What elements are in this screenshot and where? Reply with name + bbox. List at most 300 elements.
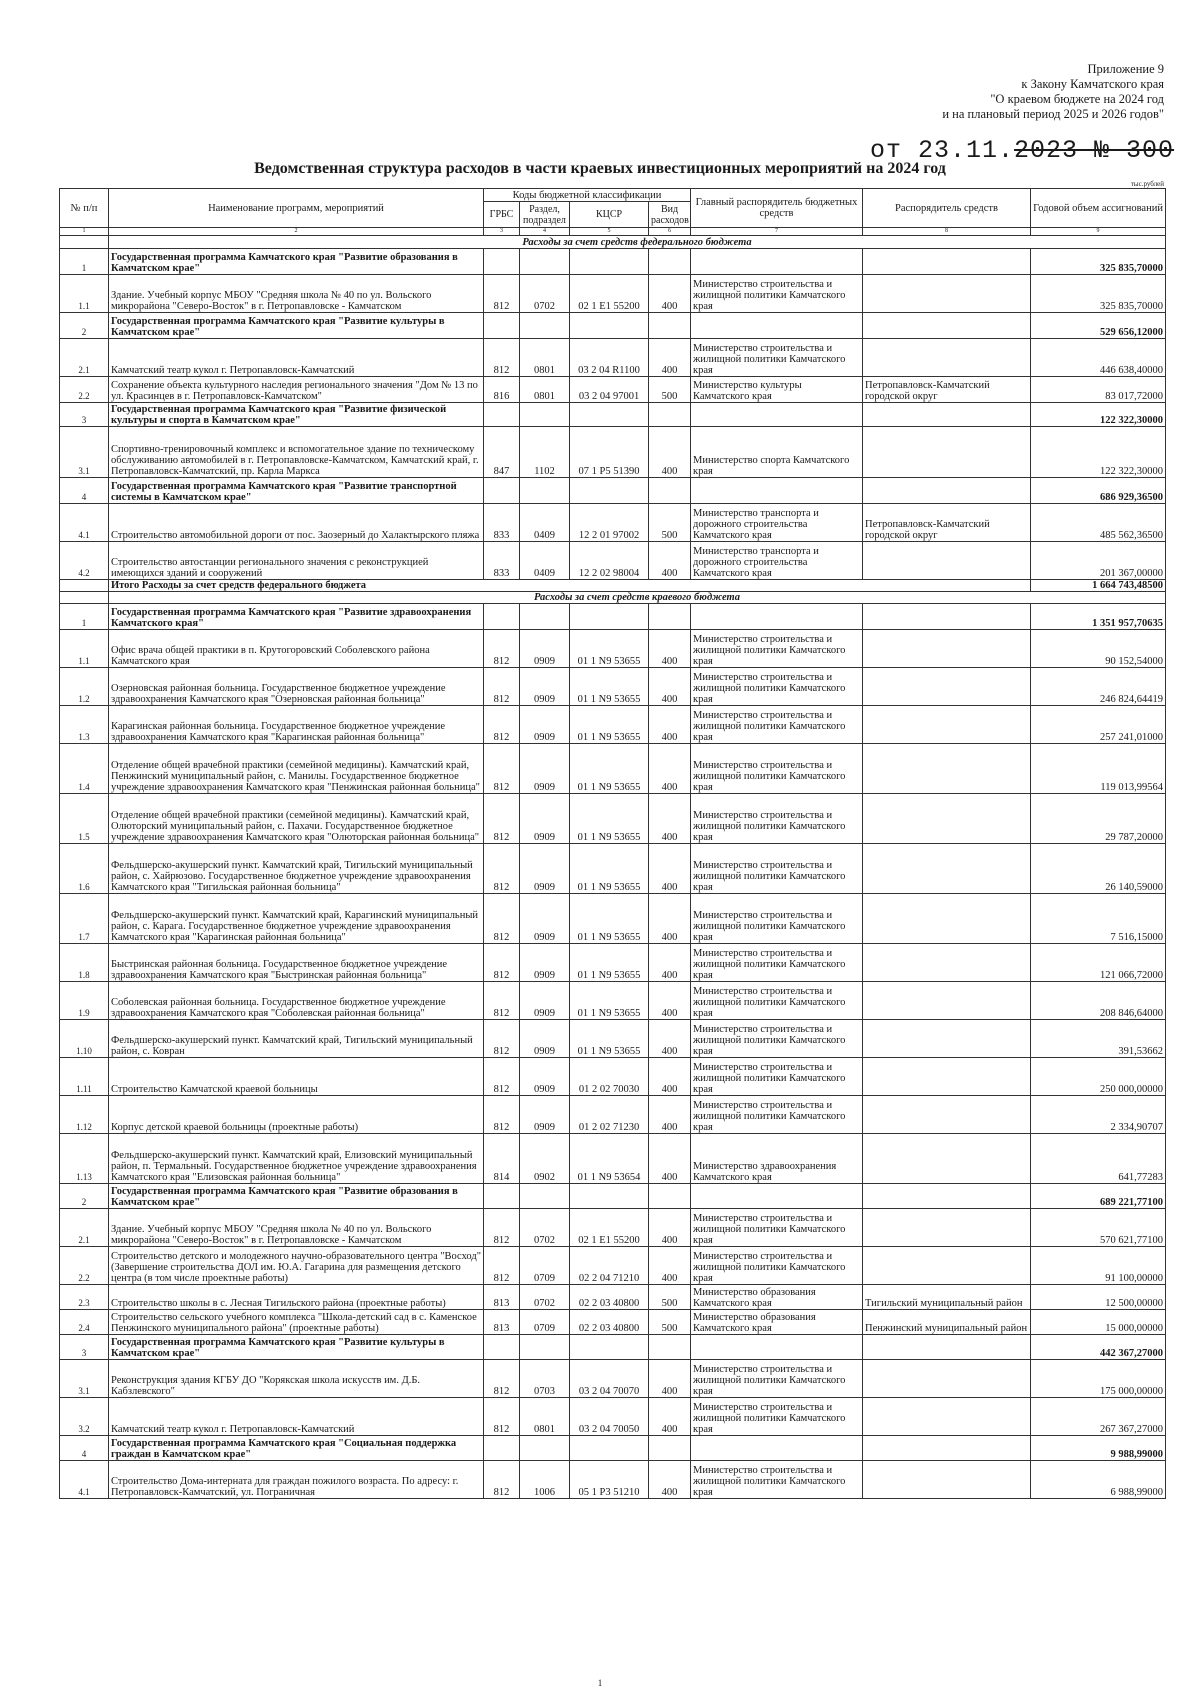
cell-kcsr: 03 2 04 R1100 bbox=[570, 339, 649, 377]
cell-vid: 400 bbox=[649, 1461, 691, 1499]
program-name: Государственная программа Камчатского края "Развитие образования в Камчатском крае" bbox=[109, 249, 484, 275]
law-number-struck: 2023 № 300 bbox=[1014, 136, 1175, 165]
cell-manager bbox=[863, 1058, 1031, 1096]
cell-manager: Петропавловск-Камчатский городской округ bbox=[863, 377, 1031, 403]
cell-vid: 400 bbox=[649, 339, 691, 377]
item-name: Отделение общей врачебной практики (семейной медицины). Камчатский край, Олюторский муниципальный район, с. Пахачи. Государственное бюджетное учреждение здравоохранения Камчатского края "Олюторская районная больница" bbox=[109, 794, 484, 844]
cell-kcsr: 01 1 N9 53655 bbox=[570, 844, 649, 894]
row-number: 2.1 bbox=[60, 339, 109, 377]
row-number: 1 bbox=[60, 249, 109, 275]
cell-manager bbox=[863, 944, 1031, 982]
cell-grbs: 812 bbox=[484, 1096, 520, 1134]
col-number: 1 bbox=[60, 228, 109, 236]
cell-main-manager: Министерство строительства и жилищной политики Камчатского края bbox=[691, 1209, 863, 1247]
cell-grbs: 812 bbox=[484, 744, 520, 794]
item-name: Строительство автомобильной дороги от пос. Заозерный до Халактырского пляжа bbox=[109, 504, 484, 542]
cell-kcsr: 01 1 N9 53655 bbox=[570, 794, 649, 844]
item-sum: 12 500,00000 bbox=[1031, 1285, 1166, 1310]
cell-vid: 400 bbox=[649, 844, 691, 894]
cell-vid: 400 bbox=[649, 427, 691, 478]
program-sum: 442 367,27000 bbox=[1031, 1335, 1166, 1360]
cell-razdel: 0902 bbox=[520, 1134, 570, 1184]
cell-razdel bbox=[520, 403, 570, 427]
cell-main-manager: Министерство строительства и жилищной политики Камчатского края bbox=[691, 944, 863, 982]
cell-kcsr: 01 1 N9 53655 bbox=[570, 944, 649, 982]
row-number: 4 bbox=[60, 1436, 109, 1461]
col-header-codes: Коды бюджетной классификации bbox=[484, 189, 691, 202]
cell-main-manager: Министерство строительства и жилищной политики Камчатского края bbox=[691, 630, 863, 668]
cell-grbs: 812 bbox=[484, 630, 520, 668]
cell-kcsr: 03 2 04 70070 bbox=[570, 1360, 649, 1398]
cell-kcsr: 01 1 N9 53655 bbox=[570, 744, 649, 794]
cell-num bbox=[60, 580, 109, 592]
cell-grbs: 833 bbox=[484, 504, 520, 542]
cell-vid: 500 bbox=[649, 377, 691, 403]
cell-razdel: 0909 bbox=[520, 844, 570, 894]
row-number: 2 bbox=[60, 1184, 109, 1209]
cell-main-manager: Министерство строительства и жилищной политики Камчатского края bbox=[691, 1360, 863, 1398]
item-sum: 91 100,00000 bbox=[1031, 1247, 1166, 1285]
col-number: 9 bbox=[1031, 228, 1166, 236]
row-number: 1.2 bbox=[60, 668, 109, 706]
item-name: Корпус детской краевой больницы (проектные работы) bbox=[109, 1096, 484, 1134]
cell-razdel: 0909 bbox=[520, 894, 570, 944]
item-row bbox=[60, 1310, 1166, 1335]
cell-kcsr: 12 2 02 98004 bbox=[570, 542, 649, 580]
program-name: Государственная программа Камчатского края "Развитие культуры в Камчатском крае" bbox=[109, 1335, 484, 1360]
item-sum: 208 846,64000 bbox=[1031, 982, 1166, 1020]
cell-main-manager: Министерство строительства и жилищной политики Камчатского края bbox=[691, 339, 863, 377]
cell-manager bbox=[863, 1247, 1031, 1285]
cell-main-manager bbox=[691, 403, 863, 427]
cell-vid bbox=[649, 313, 691, 339]
item-row bbox=[60, 275, 1166, 313]
cell-grbs: 812 bbox=[484, 339, 520, 377]
item-sum: 641,77283 bbox=[1031, 1134, 1166, 1184]
row-number: 1.1 bbox=[60, 275, 109, 313]
cell-kcsr bbox=[570, 1335, 649, 1360]
cell-manager bbox=[863, 1335, 1031, 1360]
cell-razdel: 0909 bbox=[520, 1058, 570, 1096]
cell-vid: 400 bbox=[649, 982, 691, 1020]
item-name: Фельдшерско-акушерский пункт. Камчатский край, Елизовский муниципальный район, п. Термальный. Государственное бюджетное учреждение здравоохранения Камчатского края "Елизовская районная больница" bbox=[109, 1134, 484, 1184]
appendix-line-2: к Закону Камчатского края bbox=[1021, 77, 1164, 91]
cell-manager bbox=[863, 1461, 1031, 1499]
cell-razdel: 0709 bbox=[520, 1310, 570, 1335]
item-sum: 391,53662 bbox=[1031, 1020, 1166, 1058]
cell-grbs: 813 bbox=[484, 1310, 520, 1335]
cell-grbs: 812 bbox=[484, 794, 520, 844]
cell-razdel: 0909 bbox=[520, 668, 570, 706]
program-name: Государственная программа Камчатского края "Развитие физической культуры и спорта в Камчатском крае" bbox=[109, 403, 484, 427]
cell-manager bbox=[863, 982, 1031, 1020]
cell-grbs: 833 bbox=[484, 542, 520, 580]
cell-grbs: 812 bbox=[484, 275, 520, 313]
column-number-row bbox=[60, 228, 1166, 236]
program-row bbox=[60, 313, 1166, 339]
row-number: 3.2 bbox=[60, 1398, 109, 1436]
cell-kcsr: 02 1 E1 55200 bbox=[570, 275, 649, 313]
col-number: 6 bbox=[649, 228, 691, 236]
cell-main-manager bbox=[691, 1184, 863, 1209]
cell-main-manager: Министерство спорта Камчатского края bbox=[691, 427, 863, 478]
cell-kcsr bbox=[570, 249, 649, 275]
cell-grbs bbox=[484, 249, 520, 275]
cell-main-manager: Министерство строительства и жилищной политики Камчатского края bbox=[691, 1058, 863, 1096]
cell-razdel bbox=[520, 1335, 570, 1360]
cell-razdel: 0409 bbox=[520, 542, 570, 580]
item-row bbox=[60, 1020, 1166, 1058]
program-name: Государственная программа Камчатского края "Развитие образования в Камчатском крае" bbox=[109, 1184, 484, 1209]
cell-kcsr: 01 2 02 70030 bbox=[570, 1058, 649, 1096]
cell-razdel bbox=[520, 1436, 570, 1461]
item-row bbox=[60, 1134, 1166, 1184]
cell-main-manager: Министерство транспорта и дорожного строительства Камчатского края bbox=[691, 542, 863, 580]
cell-manager bbox=[863, 630, 1031, 668]
row-number: 1.1 bbox=[60, 630, 109, 668]
row-number: 1.3 bbox=[60, 706, 109, 744]
cell-manager bbox=[863, 1398, 1031, 1436]
cell-razdel: 1006 bbox=[520, 1461, 570, 1499]
cell-vid: 400 bbox=[649, 1134, 691, 1184]
cell-grbs: 812 bbox=[484, 668, 520, 706]
cell-vid: 400 bbox=[649, 1247, 691, 1285]
cell-main-manager: Министерство строительства и жилищной политики Камчатского края bbox=[691, 1096, 863, 1134]
cell-vid bbox=[649, 1184, 691, 1209]
cell-manager bbox=[863, 1134, 1031, 1184]
cell-grbs: 813 bbox=[484, 1285, 520, 1310]
program-sum: 529 656,12000 bbox=[1031, 313, 1166, 339]
cell-manager bbox=[863, 542, 1031, 580]
cell-grbs: 812 bbox=[484, 1020, 520, 1058]
cell-manager bbox=[863, 1184, 1031, 1209]
item-sum: 2 334,90707 bbox=[1031, 1096, 1166, 1134]
item-name: Отделение общей врачебной практики (семейной медицины). Камчатский край, Пенжинский муниципальный район, с. Манилы. Государственное бюджетное учреждение здравоохранения Камчатского края "Пенжинская районная больница" bbox=[109, 744, 484, 794]
item-sum: 90 152,54000 bbox=[1031, 630, 1166, 668]
item-sum: 7 516,15000 bbox=[1031, 894, 1166, 944]
cell-grbs: 812 bbox=[484, 844, 520, 894]
cell-main-manager bbox=[691, 478, 863, 504]
item-row bbox=[60, 504, 1166, 542]
cell-kcsr: 03 2 04 70050 bbox=[570, 1398, 649, 1436]
cell-grbs bbox=[484, 478, 520, 504]
cell-manager bbox=[863, 1096, 1031, 1134]
units-label: тыс.рублей bbox=[1130, 180, 1164, 188]
item-sum: 570 621,77100 bbox=[1031, 1209, 1166, 1247]
cell-main-manager: Министерство строительства и жилищной политики Камчатского края bbox=[691, 1398, 863, 1436]
item-row bbox=[60, 794, 1166, 844]
item-name: Сохранение объекта культурного наследия регионального значения "Дом № 13 по ул. Красинцев в г. Петропавловск-Камчатском" bbox=[109, 377, 484, 403]
cell-vid: 400 bbox=[649, 706, 691, 744]
item-row bbox=[60, 630, 1166, 668]
item-sum: 6 988,99000 bbox=[1031, 1461, 1166, 1499]
col-header-num: № п/п bbox=[60, 189, 109, 228]
appendix-line-3: "О краевом бюджете на 2024 год bbox=[990, 92, 1164, 106]
item-row bbox=[60, 844, 1166, 894]
row-number: 1.4 bbox=[60, 744, 109, 794]
cell-main-manager bbox=[691, 1335, 863, 1360]
item-row bbox=[60, 1461, 1166, 1499]
cell-razdel: 0801 bbox=[520, 339, 570, 377]
row-number: 1.8 bbox=[60, 944, 109, 982]
program-sum: 686 929,36500 bbox=[1031, 478, 1166, 504]
expenditure-table bbox=[59, 188, 1166, 1499]
cell-vid: 400 bbox=[649, 275, 691, 313]
cell-kcsr: 02 1 E1 55200 bbox=[570, 1209, 649, 1247]
cell-manager: Петропавловск-Камчатский городской округ bbox=[863, 504, 1031, 542]
item-sum: 267 367,27000 bbox=[1031, 1398, 1166, 1436]
total-row bbox=[60, 580, 1166, 592]
row-number: 4.1 bbox=[60, 1461, 109, 1499]
row-number: 3.1 bbox=[60, 1360, 109, 1398]
item-sum: 29 787,20000 bbox=[1031, 794, 1166, 844]
cell-kcsr: 01 2 02 71230 bbox=[570, 1096, 649, 1134]
cell-grbs bbox=[484, 1335, 520, 1360]
item-sum: 246 824,64419 bbox=[1031, 668, 1166, 706]
cell-manager bbox=[863, 427, 1031, 478]
item-row bbox=[60, 982, 1166, 1020]
program-sum: 689 221,77100 bbox=[1031, 1184, 1166, 1209]
program-row bbox=[60, 1436, 1166, 1461]
program-name: Государственная программа Камчатского края "Развитие транспортной системы в Камчатском крае" bbox=[109, 478, 484, 504]
cell-kcsr: 01 1 N9 53655 bbox=[570, 706, 649, 744]
cell-kcsr bbox=[570, 604, 649, 630]
cell-manager bbox=[863, 894, 1031, 944]
col-header-vid: Вид расходов bbox=[649, 202, 691, 228]
item-sum: 201 367,00000 bbox=[1031, 542, 1166, 580]
item-name: Фельдшерско-акушерский пункт. Камчатский край, Тигильский муниципальный район, с. Хайрюзово. Государственное бюджетное учреждение здравоохранения Камчатского края "Тигильская районная больница" bbox=[109, 844, 484, 894]
cell-razdel bbox=[520, 1184, 570, 1209]
cell-grbs bbox=[484, 1184, 520, 1209]
item-row bbox=[60, 427, 1166, 478]
cell-vid: 400 bbox=[649, 630, 691, 668]
cell-main-manager: Министерство здравоохранения Камчатского края bbox=[691, 1134, 863, 1184]
cell-razdel: 0909 bbox=[520, 944, 570, 982]
cell-grbs: 812 bbox=[484, 1209, 520, 1247]
cell-main-manager: Министерство строительства и жилищной политики Камчатского края bbox=[691, 706, 863, 744]
item-name: Фельдшерско-акушерский пункт. Камчатский край, Карагинский муниципальный район, с. Карага. Государственное бюджетное учреждение здравоохранения Камчатского края "Карагинская районная больница" bbox=[109, 894, 484, 944]
item-row bbox=[60, 1247, 1166, 1285]
cell-kcsr bbox=[570, 403, 649, 427]
cell-razdel: 0702 bbox=[520, 1285, 570, 1310]
cell-razdel: 0909 bbox=[520, 1096, 570, 1134]
cell-grbs: 816 bbox=[484, 377, 520, 403]
row-number: 4.2 bbox=[60, 542, 109, 580]
item-sum: 121 066,72000 bbox=[1031, 944, 1166, 982]
cell-razdel bbox=[520, 478, 570, 504]
item-row bbox=[60, 1058, 1166, 1096]
cell-grbs: 812 bbox=[484, 944, 520, 982]
cell-kcsr: 03 2 04 97001 bbox=[570, 377, 649, 403]
item-name: Строительство Камчатской краевой больницы bbox=[109, 1058, 484, 1096]
item-name: Строительство сельского учебного комплекса "Школа-детский сад в с. Каменское Пенжинского муниципального района" (проектные работы) bbox=[109, 1310, 484, 1335]
row-number: 2.2 bbox=[60, 1247, 109, 1285]
item-sum: 175 000,00000 bbox=[1031, 1360, 1166, 1398]
cell-razdel: 0909 bbox=[520, 982, 570, 1020]
cell-main-manager: Министерство строительства и жилищной политики Камчатского края bbox=[691, 982, 863, 1020]
cell-kcsr: 02 2 03 40800 bbox=[570, 1310, 649, 1335]
program-sum: 9 988,99000 bbox=[1031, 1436, 1166, 1461]
program-name: Государственная программа Камчатского края "Развитие здравоохранения Камчатского края" bbox=[109, 604, 484, 630]
cell-main-manager: Министерство образования Камчатского края bbox=[691, 1285, 863, 1310]
cell-main-manager: Министерство строительства и жилищной политики Камчатского края bbox=[691, 275, 863, 313]
cell-vid: 400 bbox=[649, 894, 691, 944]
program-row bbox=[60, 1335, 1166, 1360]
cell-manager bbox=[863, 604, 1031, 630]
col-header-razdel: Раздел, подраздел bbox=[520, 202, 570, 228]
cell-main-manager: Министерство культуры Камчатского края bbox=[691, 377, 863, 403]
cell-grbs bbox=[484, 604, 520, 630]
row-number: 1.7 bbox=[60, 894, 109, 944]
cell-razdel: 0909 bbox=[520, 706, 570, 744]
cell-main-manager bbox=[691, 313, 863, 339]
cell-razdel: 0409 bbox=[520, 504, 570, 542]
cell-vid bbox=[649, 403, 691, 427]
cell-manager bbox=[863, 794, 1031, 844]
row-number: 2.1 bbox=[60, 1209, 109, 1247]
item-sum: 325 835,70000 bbox=[1031, 275, 1166, 313]
item-name: Быстринская районная больница. Государственное бюджетное учреждение здравоохранения Камчатского края "Быстринская районная больница" bbox=[109, 944, 484, 982]
col-header-kcsr: КЦСР bbox=[570, 202, 649, 228]
cell-main-manager: Министерство строительства и жилищной политики Камчатского края bbox=[691, 1461, 863, 1499]
cell-kcsr: 02 2 03 40800 bbox=[570, 1285, 649, 1310]
row-number: 1.6 bbox=[60, 844, 109, 894]
cell-manager bbox=[863, 744, 1031, 794]
cell-vid: 400 bbox=[649, 1020, 691, 1058]
cell-grbs: 812 bbox=[484, 1058, 520, 1096]
cell-main-manager: Министерство строительства и жилищной политики Камчатского края bbox=[691, 794, 863, 844]
cell-razdel bbox=[520, 249, 570, 275]
item-row bbox=[60, 1096, 1166, 1134]
item-name: Соболевская районная больница. Государственное бюджетное учреждение здравоохранения Камчатского края "Соболевская районная больница" bbox=[109, 982, 484, 1020]
cell-kcsr bbox=[570, 313, 649, 339]
row-number: 1.12 bbox=[60, 1096, 109, 1134]
program-sum: 1 351 957,70635 bbox=[1031, 604, 1166, 630]
cell-grbs: 812 bbox=[484, 982, 520, 1020]
cell-grbs: 812 bbox=[484, 1247, 520, 1285]
row-number: 1.5 bbox=[60, 794, 109, 844]
program-row bbox=[60, 249, 1166, 275]
cell-kcsr: 01 1 N9 53655 bbox=[570, 982, 649, 1020]
cell-vid: 500 bbox=[649, 1285, 691, 1310]
cell-main-manager: Министерство строительства и жилищной политики Камчатского края bbox=[691, 668, 863, 706]
cell-vid: 500 bbox=[649, 504, 691, 542]
cell-main-manager: Министерство транспорта и дорожного строительства Камчатского края bbox=[691, 504, 863, 542]
total-sum: 1 664 743,48500 bbox=[1031, 580, 1166, 592]
item-row bbox=[60, 339, 1166, 377]
item-name: Реконструкция здания КГБУ ДО "Корякская школа искусств им. Д.Б. Кабзлевского" bbox=[109, 1360, 484, 1398]
item-row bbox=[60, 1398, 1166, 1436]
cell-vid: 400 bbox=[649, 1096, 691, 1134]
row-number: 3 bbox=[60, 1335, 109, 1360]
cell-vid bbox=[649, 249, 691, 275]
total-label: Итого Расходы за счет средств федерального бюджета bbox=[109, 580, 1031, 592]
section-title: Расходы за счет средств краевого бюджета bbox=[109, 592, 1166, 604]
item-sum: 15 000,00000 bbox=[1031, 1310, 1166, 1335]
appendix-note bbox=[704, 62, 1164, 122]
cell-num bbox=[60, 236, 109, 249]
cell-grbs: 847 bbox=[484, 427, 520, 478]
cell-main-manager: Министерство строительства и жилищной политики Камчатского края bbox=[691, 894, 863, 944]
cell-main-manager: Министерство строительства и жилищной политики Камчатского края bbox=[691, 844, 863, 894]
item-sum: 446 638,40000 bbox=[1031, 339, 1166, 377]
col-header-main-manager: Главный распорядитель бюджетных средств bbox=[691, 189, 863, 228]
cell-grbs: 812 bbox=[484, 1398, 520, 1436]
row-number: 2 bbox=[60, 313, 109, 339]
row-number: 4.1 bbox=[60, 504, 109, 542]
cell-vid: 400 bbox=[649, 1398, 691, 1436]
cell-manager bbox=[863, 275, 1031, 313]
section-row bbox=[60, 592, 1166, 604]
item-name: Строительство школы в с. Лесная Тигильского района (проектные работы) bbox=[109, 1285, 484, 1310]
item-name: Камчатский театр кукол г. Петропавловск-Камчатский bbox=[109, 1398, 484, 1436]
cell-vid: 400 bbox=[649, 944, 691, 982]
cell-manager bbox=[863, 1020, 1031, 1058]
item-row bbox=[60, 377, 1166, 403]
cell-vid bbox=[649, 1436, 691, 1461]
cell-vid: 400 bbox=[649, 1058, 691, 1096]
program-sum: 325 835,70000 bbox=[1031, 249, 1166, 275]
cell-kcsr bbox=[570, 1184, 649, 1209]
row-number: 1 bbox=[60, 604, 109, 630]
col-header-annual-sum: Годовой объем ассигнований bbox=[1031, 189, 1166, 228]
document-title: Ведомственная структура расходов в части краевых инвестиционных мероприятий на 2024 год bbox=[254, 160, 946, 177]
item-name: Карагинская районная больница. Государственное бюджетное учреждение здравоохранения Камчатского края "Карагинская районная больница" bbox=[109, 706, 484, 744]
col-number: 2 bbox=[109, 228, 484, 236]
col-number: 8 bbox=[863, 228, 1031, 236]
cell-razdel: 0909 bbox=[520, 1020, 570, 1058]
col-number: 3 bbox=[484, 228, 520, 236]
item-name: Фельдшерско-акушерский пункт. Камчатский край, Тигильский муниципальный район, с. Ковран bbox=[109, 1020, 484, 1058]
cell-razdel: 0801 bbox=[520, 1398, 570, 1436]
item-row bbox=[60, 894, 1166, 944]
cell-razdel: 0702 bbox=[520, 275, 570, 313]
item-sum: 83 017,72000 bbox=[1031, 377, 1166, 403]
item-name: Строительство Дома-интерната для граждан пожилого возраста. По адресу: г. Петропавловск-Камчатский, ул. Пограничная bbox=[109, 1461, 484, 1499]
cell-manager bbox=[863, 668, 1031, 706]
cell-num bbox=[60, 592, 109, 604]
item-sum: 257 241,01000 bbox=[1031, 706, 1166, 744]
item-sum: 119 013,99564 bbox=[1031, 744, 1166, 794]
item-row bbox=[60, 542, 1166, 580]
item-row bbox=[60, 744, 1166, 794]
cell-manager bbox=[863, 844, 1031, 894]
cell-vid: 400 bbox=[649, 1360, 691, 1398]
cell-kcsr: 01 1 N9 53655 bbox=[570, 894, 649, 944]
row-number: 2.2 bbox=[60, 377, 109, 403]
cell-vid: 400 bbox=[649, 1209, 691, 1247]
item-row bbox=[60, 1360, 1166, 1398]
item-name: Спортивно-тренировочный комплекс и вспомогательное здание по техническому обслуживанию автомобилей в г. Петропавловске-Камчатском, Камчатский край, г. Петропавловск-Камчатский, пр. Карла Маркса bbox=[109, 427, 484, 478]
cell-vid: 500 bbox=[649, 1310, 691, 1335]
page-number: 1 bbox=[597, 1678, 603, 1688]
cell-vid bbox=[649, 1335, 691, 1360]
cell-razdel: 0702 bbox=[520, 1209, 570, 1247]
cell-razdel: 0703 bbox=[520, 1360, 570, 1398]
item-name: Офис врача общей практики в п. Крутогоровский Соболевского района Камчатского края bbox=[109, 630, 484, 668]
item-name: Камчатский театр кукол г. Петропавловск-Камчатский bbox=[109, 339, 484, 377]
cell-grbs bbox=[484, 403, 520, 427]
row-number: 3 bbox=[60, 403, 109, 427]
item-sum: 26 140,59000 bbox=[1031, 844, 1166, 894]
cell-manager bbox=[863, 339, 1031, 377]
cell-kcsr bbox=[570, 478, 649, 504]
item-row bbox=[60, 1285, 1166, 1310]
cell-vid: 400 bbox=[649, 668, 691, 706]
row-number: 3.1 bbox=[60, 427, 109, 478]
law-date: от 23.11. bbox=[870, 136, 1015, 165]
cell-kcsr: 01 1 N9 53655 bbox=[570, 668, 649, 706]
